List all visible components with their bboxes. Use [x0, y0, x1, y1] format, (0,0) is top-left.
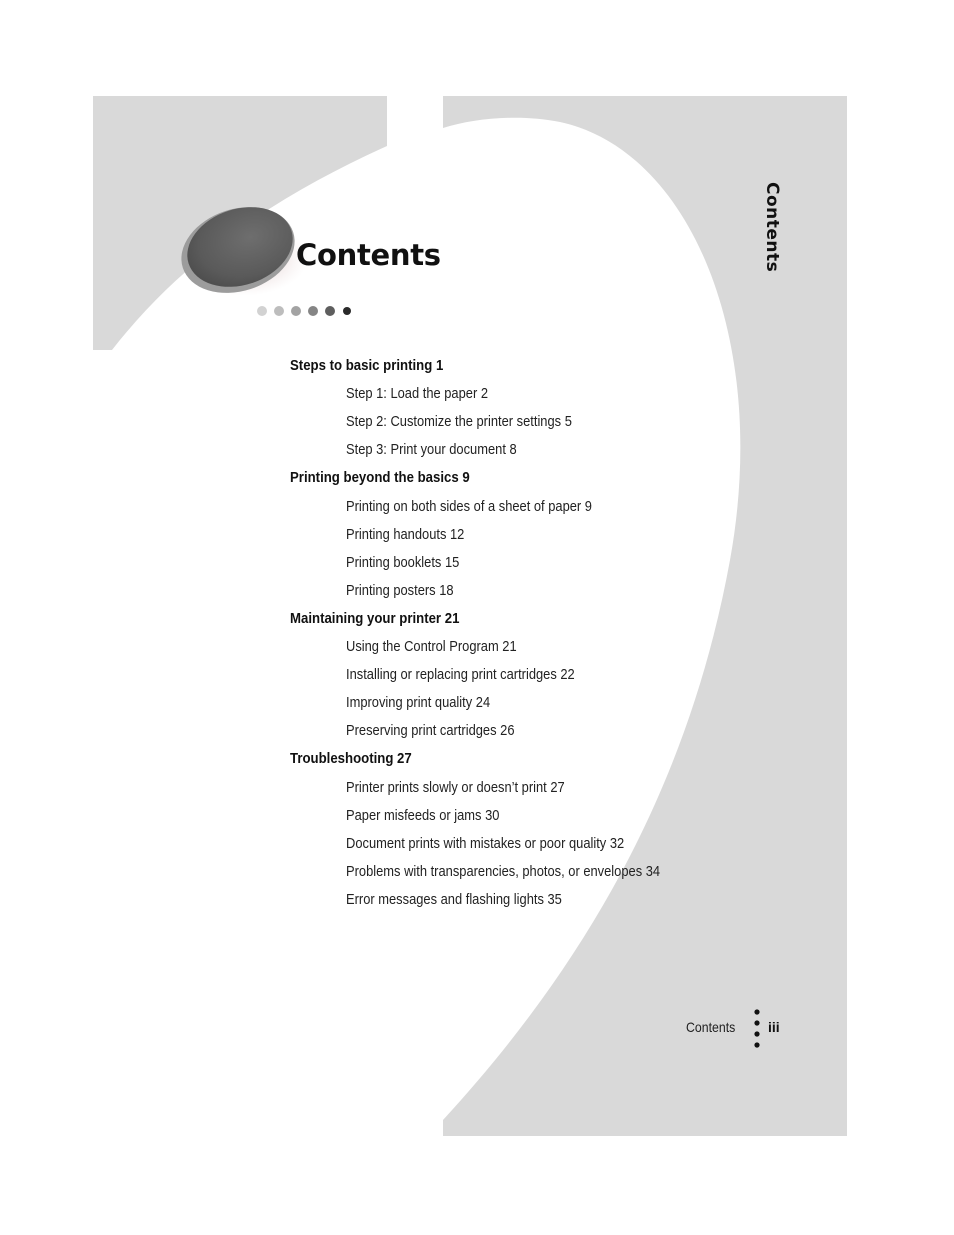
dot [308, 306, 318, 316]
dot [343, 307, 351, 315]
toc-entry[interactable]: Step 1: Load the paper 2 [346, 385, 489, 403]
toc-entry[interactable]: Problems with transparencies, photos, or envelopes 34 [346, 862, 661, 880]
side-tab-label: Contents [762, 182, 782, 273]
dot [274, 306, 284, 316]
footer-page-number: iii [768, 1019, 780, 1035]
dot [325, 306, 335, 316]
right-gray-panel [443, 96, 847, 1136]
dot [291, 306, 301, 316]
toc-section-heading[interactable]: Steps to basic printing 1 [290, 357, 444, 374]
toc-section-heading[interactable]: Maintaining your printer 21 [290, 609, 460, 627]
toc-entry[interactable]: Printing posters 18 [346, 581, 454, 599]
toc-entry[interactable]: Printing on both sides of a sheet of paper 9 [346, 497, 592, 515]
toc-entry[interactable]: Installing or replacing print cartridges 22 [346, 666, 575, 684]
toc-entry[interactable]: Paper misfeeds or jams 30 [346, 806, 500, 824]
side-tab [762, 182, 786, 282]
toc-entry[interactable]: Improving print quality 24 [346, 694, 491, 712]
toc-entry[interactable]: Using the Control Program 21 [346, 638, 517, 655]
title-dot-row [257, 306, 351, 316]
footer-section-label: Contents [686, 1019, 736, 1035]
toc-section-heading[interactable]: Printing beyond the basics 9 [290, 469, 470, 487]
dot [257, 306, 267, 316]
toc-entry[interactable]: Document prints with mistakes or poor quality 32 [346, 834, 625, 852]
toc-entry[interactable]: Error messages and flashing lights 35 [346, 890, 562, 908]
toc-entry[interactable]: Printer prints slowly or doesn’t print 27 [346, 778, 565, 796]
toc-entry[interactable]: Step 3: Print your document 8 [346, 441, 517, 459]
toc-entry[interactable]: Printing booklets 15 [346, 553, 460, 571]
toc-entry[interactable]: Preserving print cartridges 26 [346, 722, 515, 740]
page-title: Contents [296, 238, 441, 272]
footer-dots-icon [753, 1009, 761, 1053]
toc-section-heading[interactable]: Troubleshooting 27 [290, 750, 412, 768]
toc-entry[interactable]: Printing handouts 12 [346, 525, 465, 543]
toc-entry[interactable]: Step 2: Customize the printer settings 5 [346, 413, 572, 431]
